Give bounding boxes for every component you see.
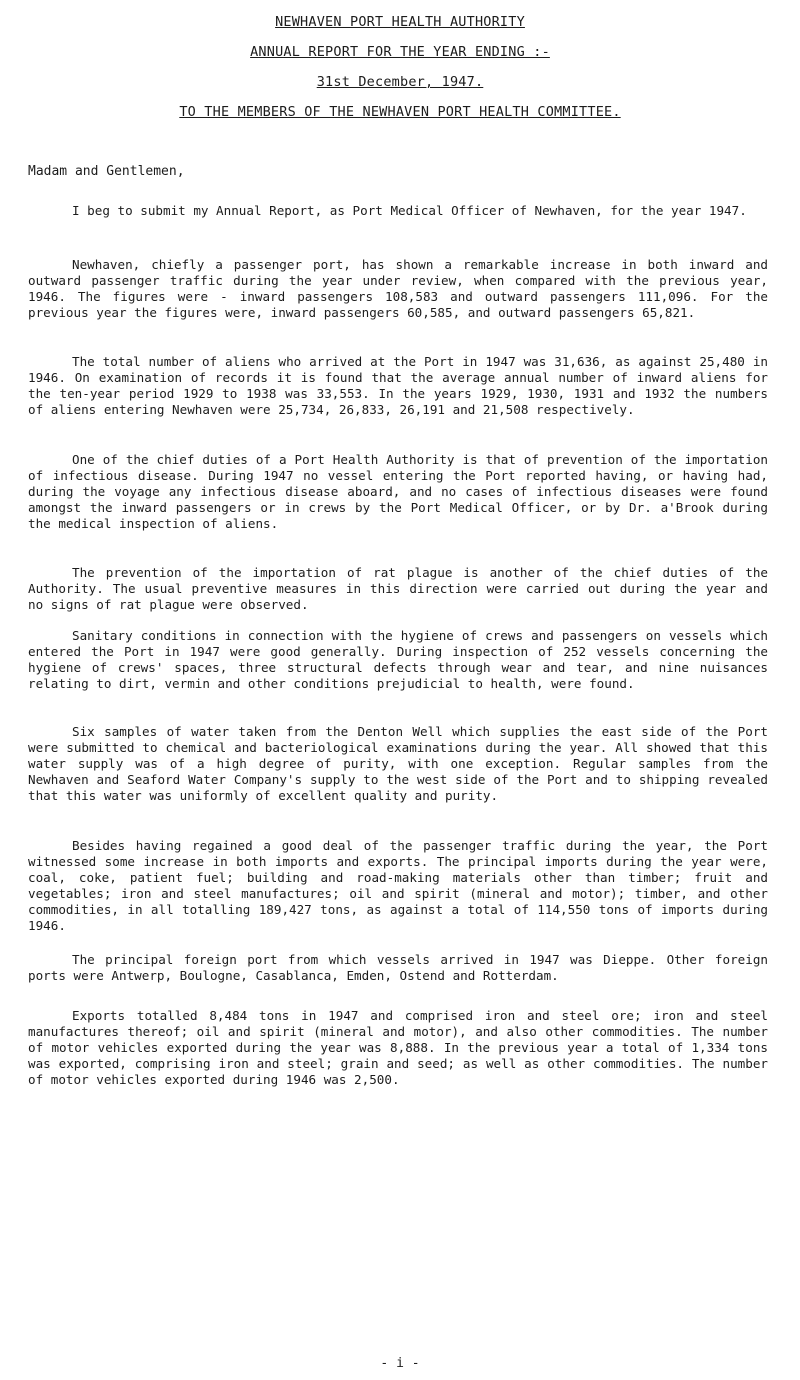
report-date: 31st December, 1947. xyxy=(316,74,484,90)
paragraph-intro: I beg to submit my Annual Report, as Port Medical Officer of Newhaven, for the year 1947. xyxy=(72,203,747,218)
paragraph-aliens: The total number of aliens who arrived at the Port in 1947 was 31,636, as against 25,480 in 1946. On examination of records it is found that the average annual number of inward aliens for the ten-year period 1929 to 1938 was 33,553. In the years 1929, 1930, 1931 and 1932 the numbers of aliens entering Newhaven were 25,734, 26,833, 26,191 and 21,508 respectively. xyxy=(28,354,768,417)
paragraph-sanitary-conditions: Sanitary conditions in connection with the hygiene of crews and passengers on vessels which entered the Port in 1947 were good generally. During inspection of 252 vessels concerning the hygiene of crews' spaces, three structural defects through wear and tear, and nine nuisances relating to dirt, vermin and other conditions prejudicial to health, were found. xyxy=(28,628,768,691)
paragraph-infectious-disease: One of the chief duties of a Port Health Authority is that of prevention of the importation of infectious disease. During 1947 no vessel entering the Port reported having, or having had, during the voyage any infectious disease aboard, and no cases of infectious diseases were found amongst the inward passengers or in crews by the Port Medical Officer, or by Dr. a'Brook during the medical inspection of aliens. xyxy=(28,452,768,531)
paragraph-imports: Besides having regained a good deal of the passenger traffic during the year, the Port witnessed some increase in both imports and exports. The principal imports during the year were, coal, coke, patient fuel; building and road-making materials other than timber; fruit and vegetables; iron and steel manufactures; oil and spirit (mineral and motor); timber, and other commodities, in all totalling 189,427 tons, as against a total of 114,550 tons of imports during 1946. xyxy=(28,838,768,933)
paragraph-rat-plague: The prevention of the importation of rat plague is another of the chief duties of the Authority. The usual preventive measures in this direction were carried out during the year and no signs of rat plague were observed. xyxy=(28,565,768,612)
addressee: TO THE MEMBERS OF THE NEWHAVEN PORT HEALTH COMMITTEE. xyxy=(179,104,621,120)
paragraph-passengers: Newhaven, chiefly a passenger port, has shown a remarkable increase in both inward and outward passenger traffic during the year under review, when compared with the previous year, 1946. The figures were - inward passengers 108,583 and outward passengers 111,096. For the previous year the figures were, inward passengers 60,585, and outward passengers 65,821. xyxy=(28,257,768,320)
salutation: Madam and Gentlemen, xyxy=(28,164,185,179)
paragraph-foreign-ports: The principal foreign port from which vessels arrived in 1947 was Dieppe. Other foreign ports were Antwerp, Boulogne, Casablanca, Emden, Ostend and Rotterdam. xyxy=(28,952,768,983)
paragraph-water-samples: Six samples of water taken from the Denton Well which supplies the east side of the Port were submitted to chemical and bacteriological examinations during the year. All showed that this water supply was of a high degree of purity, with one exception. Regular samples from the Newhaven and Seaford Water Company's supply to the west side of the Port and to shipping revealed that this water was uniformly of excellent quality and purity. xyxy=(28,724,768,803)
paragraph-exports: Exports totalled 8,484 tons in 1947 and comprised iron and steel ore; iron and steel manufactures thereof; oil and spirit (mineral and motor), and also other commodities. The number of motor vehicles exported during the year was 8,888. In the previous year a total of 1,334 tons was exported, comprising iron and steel; grain and seed; as well as other commodities. The number of motor vehicles exported during 1946 was 2,500. xyxy=(28,1008,768,1087)
authority-heading: NEWHAVEN PORT HEALTH AUTHORITY xyxy=(275,14,525,30)
page-number: - i - xyxy=(380,1356,420,1371)
report-title: ANNUAL REPORT FOR THE YEAR ENDING :- xyxy=(250,44,550,60)
